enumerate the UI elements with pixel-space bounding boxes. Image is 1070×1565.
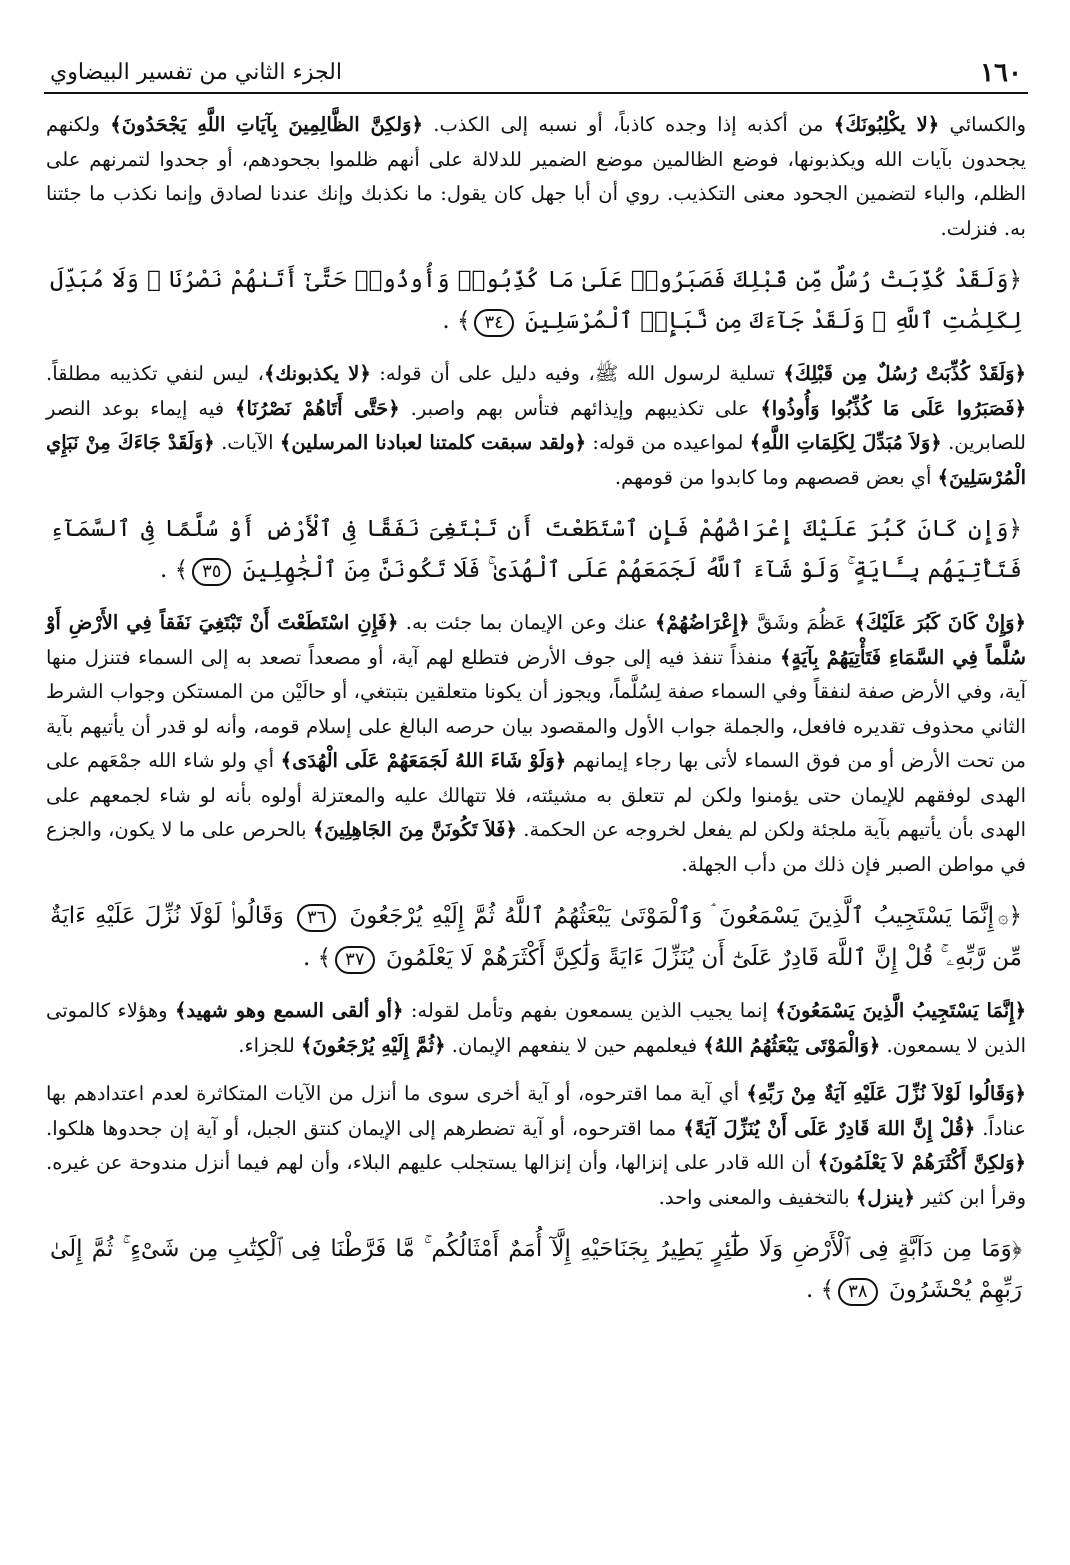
quran-verse-34: ﴿وَلَقَدْ كُذِّبَتْ رُسُلٌ مِّن قَبْلِكَ فَصَبَرُوا۟ عَلَىٰ مَا كُذِّبُوا۟ وَأُوذُوا۟ حَتَّىٰٓ أَتَىٰهُمْ نَصْرُنَا ۚ وَلَا مُبَدِّلَ لِكَلِمَٰتِ ٱللَّهِ ۚ وَلَقَدْ جَآءَكَ مِن نَّبَإِى۟ ٱلْمُرْسَلِينَ ٣٤﴾ . bbox=[44, 260, 1028, 342]
quran-quote: ﴿فَإِنِ اسْتَطَعْتَ أَنْ تَبْتَغِيَ نَفَقاً فِي الأَرْضِ أَوْ سُلَّماً فِي السَّمَاءِ فَتَأْتِيَهُمْ بِآيَةٍ﴾ bbox=[46, 611, 1026, 669]
quran-verses-36-37: ﴿۞إِنَّمَا يَسْتَجِيبُ ٱلَّذِينَ يَسْمَعُونَ ۘ وَٱلْمَوْتَىٰ يَبْعَثُهُمُ ٱللَّهُ ثُمَّ إِلَيْهِ يُرْجَعُونَ ٣٦ وَقَالُوا۟ لَوْلَا نُزِّلَ عَلَيْهِ ءَايَةٌ مِّن رَّبِّهِۦ ۚ قُلْ إِنَّ ٱللَّهَ قَادِرٌ عَلَىٰٓ أَن يُنَزِّلَ ءَايَةً وَلَٰكِنَّ أَكْثَرَهُمْ لَا يَعْلَمُونَ ٣٧﴾ . bbox=[44, 896, 1028, 979]
ayah-number-marker: ٣٤ bbox=[474, 309, 513, 337]
quran-quote: ﴿وَقَالُوا لَوْلاَ نُزِّلَ عَلَيْهِ آيَةٌ مِنْ رَبِّهِ﴾ bbox=[746, 1082, 1026, 1105]
quran-quote: ﴿أو ألقى السمع وهو شهيد﴾ bbox=[174, 999, 404, 1022]
quran-verse-38: ﴿وَمَا مِن دَآبَّةٍ فِى ٱلْأَرْضِ وَلَا طَٰٓئِرٍ يَطِيرُ بِجَنَاحَيْهِ إِلَّآ أُمَمٌ أَمْثَالُكُم ۚ مَّا فَرَّطْنَا فِى ٱلْكِتَٰبِ مِن شَىْءٍ ۚ ثُمَّ إِلَىٰ رَبِّهِمْ يُحْشَرُونَ ٣٨﴾ . bbox=[44, 1229, 1028, 1311]
commentary-paragraph-5: ﴿وَقَالُوا لَوْلاَ نُزِّلَ عَلَيْهِ آيَةٌ مِنْ رَبِّهِ﴾ أي آية مما اقترحوه، أو آية أخرى سوى ما أنزل من الآيات المتكاثرة لعدم اعتدادهم بها عناداً. ﴿قُلْ إِنَّ اللهَ قَادِرٌ عَلَى أَنْ يُنَزِّلَ آيَةً﴾ مما اقترحوه، أو آية تضطرهم إلى الإيمان كنتق الجبل، أو آية إن جحدوها هلكوا. ﴿وَلكِنَّ أَكْثَرَهُمْ لاَ يَعْلَمُونَ﴾ أن الله قادر على إنزالها، وأن إنزالها يستجلب عليهم البلاء، وأن لهم فيما أنزل مندوحة عن غيره. وقرأ ابن كثير ﴿ينزل﴾ بالتخفيف والمعنى واحد. bbox=[46, 1082, 1026, 1209]
quran-quote: ﴿فَلاَ تَكُونَنَّ مِنَ الجَاهِلِينَ﴾ bbox=[313, 818, 517, 841]
quran-quote: ﴿ثُمَّ إِلَيْهِ يُرْجَعُونَ﴾ bbox=[301, 1033, 446, 1057]
quran-quote: ﴿وَلَقَدْ كُذِّبَتْ رُسُلٌ مِن قَبْلِكَ﴾ bbox=[783, 362, 1026, 385]
quran-quote: ﴿إِعْرَاضُهُمْ﴾ bbox=[655, 611, 750, 634]
verse-text: إِنَّمَا يَسْتَجِيبُ ٱلَّذِينَ يَسْمَعُونَ ۘ وَٱلْمَوْتَىٰ يَبْعَثُهُمُ ٱللَّهُ ثُمَّ إِلَيْهِ يُرْجَعُونَ bbox=[349, 903, 994, 929]
page-number: ١٦٠ bbox=[980, 58, 1022, 88]
quran-quote: ﴿إِنَّمَا يَسْتَجِيبُ الَّذِينَ يَسْمَعُونَ﴾ bbox=[775, 999, 1027, 1022]
page-header bbox=[44, 58, 1028, 90]
quran-quote: ﴿وَإِنْ كَانَ كَبُرَ عَلَيْكَ﴾ bbox=[854, 611, 1026, 634]
ayah-number-marker: ٣٨ bbox=[838, 1278, 877, 1306]
quran-verse-35: ﴿وَإِن كَانَ كَبُرَ عَلَيْكَ إِعْرَاضُهُمْ فَإِنِ ٱسْتَطَعْتَ أَن تَبْتَغِىَ نَفَقًا فِى ٱلْأَرْضِ أَوْ سُلَّمًا فِى ٱلسَّمَآءِ فَتَأْتِيَهُم بِـَٔايَةٍ ۚ وَلَوْ شَآءَ ٱللَّهُ لَجَمَعَهُمْ عَلَى ٱلْهُدَىٰ ۚ فَلَا تَكُونَنَّ مِنَ ٱلْجَٰهِلِينَ ٣٥﴾ . bbox=[44, 509, 1028, 591]
header-rule bbox=[44, 92, 1028, 94]
commentary-paragraph-1: والكسائي ﴿لا يكْلِبُونَكَ﴾ من أكذبه إذا وجده كاذباً، أو نسبه إلى الكذب. ﴿وَلكِنَّ الظَّالِمِينَ بِآيَاتِ اللَّهِ يَجْحَدُونَ﴾ ولكنهم يجحدون بآيات الله ويكذبونها، فوضع الظالمين موضع الضمير للدلالة على أنهم ظلموا بجحودهم، أو جحدوا لتمرنهم على الظلم، والباء لتضمين الجحود معنى التكذيب. روي أن أبا جهل كان يقول: ما نكذبك وإنك عندنا لصادق وإنما نكذب ما جئتنا به. فنزلت. bbox=[46, 113, 1027, 240]
quran-quote: ﴿ينزل﴾ bbox=[855, 1185, 915, 1209]
quran-quote: ﴿وَلَقَدْ جَاءَكَ مِنْ نَبَإِي الْمُرْسَلِينَ﴾ bbox=[46, 431, 1026, 489]
running-title: الجزء الثاني من تفسير البيضاوي bbox=[50, 60, 342, 85]
ayah-number-marker: ٣٧ bbox=[335, 946, 374, 974]
quran-quote: ﴿لا يكذبونك﴾ bbox=[263, 362, 371, 385]
verse-text: وَمَا مِن دَآبَّةٍ فِى ٱلْأَرْضِ وَلَا طَٰٓئِرٍ يَطِيرُ بِجَنَاحَيْهِ إِلَّآ أُمَمٌ أَمْثَالُكُم ۚ مَّا فَرَّطْنَا فِى ٱلْكِتَٰبِ مِن شَىْءٍ ۚ ثُمَّ إِلَىٰ رَبِّهِمْ يُحْشَرُونَ bbox=[50, 1236, 1022, 1303]
verse-text: وَقَالُوا۟ لَوْلَا نُزِّلَ عَلَيْهِ ءَايَةٌ مِّن رَّبِّهِۦ ۚ قُلْ إِنَّ ٱللَّهَ قَادِرٌ عَلَىٰٓ أَن يُنَزِّلَ ءَايَةً وَلَٰكِنَّ أَكْثَرَهُمْ لَا يَعْلَمُونَ bbox=[50, 903, 1022, 971]
quran-quote: ﴿فَصَبَرُوا عَلَى مَا كُذِّبُوا وَأُوذُوا﴾ bbox=[760, 396, 1026, 420]
commentary-paragraph-4: ﴿إِنَّمَا يَسْتَجِيبُ الَّذِينَ يَسْمَعُونَ﴾ إنما يجيب الذين يسمعون بفهم وتأمل لقوله: ﴿أو ألقى السمع وهو شهيد﴾ وهؤلاء كالموتى الذين لا يسمعون. ﴿وَالْمَوْتَى يَبْعَثُهُمُ اللهُ﴾ فيعلمهم حين لا ينفعهم الإيمان. ﴿ثُمَّ إِلَيْهِ يُرْجَعُونَ﴾ للجزاء. bbox=[46, 999, 1027, 1057]
commentary-paragraph-3: ﴿وَإِنْ كَانَ كَبُرَ عَلَيْكَ﴾ عَظُمَ وشَقَّ ﴿إِعْرَاضُهُمْ﴾ عنك وعن الإيمان بما جئت به. ﴿فَإِنِ اسْتَطَعْتَ أَنْ تَبْتَغِيَ نَفَقاً فِي الأَرْضِ أَوْ سُلَّماً فِي السَّمَاءِ فَتَأْتِيَهُمْ بِآيَةٍ﴾ منفذاً تنفذ فيه إلى جوف الأرض فتطلع لهم آية، أو مصعداً تصعد به إلى السماء فتنزل منها آية، وفي الأرض صفة لنفقاً وفي السماء صفة لِسُلَّماً، ويجوز أن يكونا متعلقين بتبتغي، أو حالَيْن من المستكن وجواب الشرط الثاني محذوف تقديره فافعل، والجملة جواب الأول والمقصود بيان حرصه البالغ على إسلام قومه، وأنه لو قدر أن يأتيهم بآية من تحت الأرض أو من فوق السماء لأتى بها رجاء إيمانهم ﴿وَلَوْ شَاءَ اللهُ لَجَمَعَهُمْ عَلَى الْهُدَى﴾ أي ولو شاء الله جمْعَهم على الهدى لوفقهم للإيمان حتى يؤمنوا ولكن لم تتعلق به مشيئته، فلا تتهالك عليه والمعتزلة أولوه بأنه لو شاء لجمعهم على الهدى بأن يأتيهم بآية ملجئة ولكن لم يفعل لخروجه عن الحكمة. ﴿فَلاَ تَكُونَنَّ مِنَ الجَاهِلِينَ﴾ بالحرص على ما لا يكون، والجزع في مواطن الصبر فإن ذلك من دأب الجهلة. bbox=[46, 611, 1026, 876]
commentary-paragraph-2: ﴿وَلَقَدْ كُذِّبَتْ رُسُلٌ مِن قَبْلِكَ﴾ تسلية لرسول الله ﷺ، وفيه دليل على أن قوله: ﴿لا يكذبونك﴾، ليس لنفي تكذيبه مطلقاً. ﴿فَصَبَرُوا عَلَى مَا كُذِّبُوا وَأُوذُوا﴾ على تكذيبهم وإيذائهم فتأس بهم واصبر. ﴿حَتَّى أَتَاهُمْ نَصْرُنَا﴾ فيه إيماء بوعد النصر للصابرين. ﴿وَلاَ مُبَدِّلَ لِكَلِمَاتِ اللَّهِ﴾ لمواعيده من قوله: ﴿ولقد سبقت كلمتنا لعبادنا المرسلين﴾ الآيات. ﴿وَلَقَدْ جَاءَكَ مِنْ نَبَإِي الْمُرْسَلِينَ﴾ أي بعض قصصهم وما كابدوا من قومهم. bbox=[46, 362, 1027, 489]
quran-quote: ﴿حَتَّى أَتَاهُمْ نَصْرُنَا﴾ bbox=[235, 396, 400, 420]
quran-quote: ﴿لا يكْلِبُونَكَ﴾ bbox=[833, 113, 940, 136]
ayah-number-marker: ٣٥ bbox=[192, 558, 231, 586]
verse-text: وَلَقَدْ كُذِّبَتْ رُسُلٌ مِّن قَبْلِكَ فَصَبَرُوا۟ عَلَىٰ مَا كُذِّبُوا۟ وَأُوذُوا۟ حَتَّىٰٓ أَتَىٰهُمْ نَصْرُنَا ۚ وَلَا مُبَدِّلَ لِكَلِمَٰتِ ٱللَّهِ ۚ وَلَقَدْ جَآءَكَ مِن نَّبَإِى۟ ٱلْمُرْسَلِينَ bbox=[50, 267, 1022, 334]
verse-text: وَإِن كَانَ كَبُرَ عَلَيْكَ إِعْرَاضُهُمْ فَإِنِ ٱسْتَطَعْتَ أَن تَبْتَغِىَ نَفَقًا فِى ٱلْأَرْضِ أَوْ سُلَّمًا فِى ٱلسَّمَآءِ فَتَأْتِيَهُم بِـَٔايَةٍ ۚ وَلَوْ شَآءَ ٱللَّهُ لَجَمَعَهُمْ عَلَى ٱلْهُدَىٰ ۚ فَلَا تَكُونَنَّ مِنَ ٱلْجَٰهِلِينَ bbox=[50, 516, 1022, 583]
quran-quote: ﴿ولقد سبقت كلمتنا لعبادنا المرسلين﴾ bbox=[279, 431, 587, 454]
quran-quote: ﴿وَلاَ مُبَدِّلَ لِكَلِمَاتِ اللَّهِ﴾ bbox=[749, 431, 942, 454]
quran-quote: ﴿وَلكِنَّ الظَّالِمِينَ بِآيَاتِ اللَّهِ يَجْحَدُونَ﴾ bbox=[110, 113, 423, 136]
quran-quote: ﴿وَلكِنَّ أَكْثَرَهُمْ لاَ يَعْلَمُونَ﴾ bbox=[817, 1151, 1026, 1174]
ayah-number-marker: ٣٦ bbox=[297, 904, 336, 932]
quran-quote: ﴿وَالْمَوْتَى يَبْعَثُهُمُ اللهُ﴾ bbox=[703, 1033, 881, 1057]
rub-hizb-marker: ۞ bbox=[997, 907, 1009, 928]
quran-quote: ﴿قُلْ إِنَّ اللهَ قَادِرٌ عَلَى أَنْ يُنَزِّلَ آيَةً﴾ bbox=[683, 1116, 976, 1140]
quran-quote: ﴿وَلَوْ شَاءَ اللهُ لَجَمَعَهُمْ عَلَى الْهُدَى﴾ bbox=[280, 749, 567, 772]
